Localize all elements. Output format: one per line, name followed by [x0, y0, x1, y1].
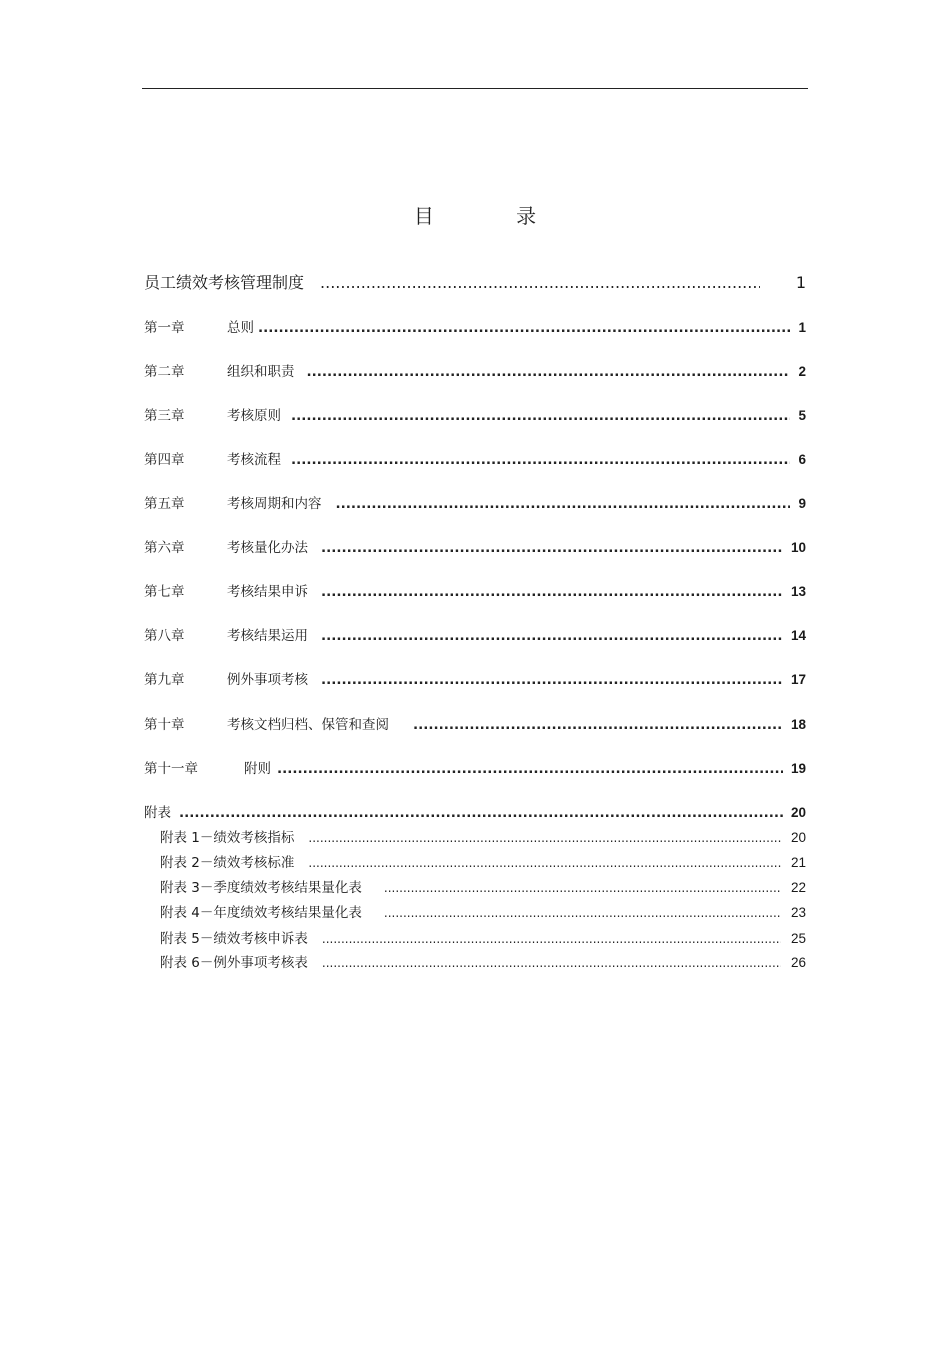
appendix-item-title: 附表 4－年度绩效考核结果量化表 [160, 905, 362, 921]
toc-chapter-row[interactable] [144, 492, 806, 512]
appendix-item-title: 附表 3－季度绩效考核结果量化表 [160, 880, 362, 896]
toc-title: 目 录 [413, 204, 575, 228]
chapter-number: 第五章 [144, 496, 185, 512]
dot-leader [413, 717, 783, 733]
dot-leader [321, 672, 783, 688]
chapter-number: 第十一章 [144, 761, 198, 777]
toc-appendix-item[interactable] [160, 826, 806, 846]
toc-page-number: 14 [790, 628, 806, 643]
dot-leader [321, 584, 783, 600]
toc-page-number: 19 [790, 761, 806, 776]
chapter-title: 考核文档归档、保管和查阅 [227, 717, 389, 733]
dot-leader [291, 452, 790, 468]
chapter-title: 考核量化办法 [227, 540, 308, 556]
toc-appendix-item[interactable] [160, 927, 806, 947]
toc-appendix-item[interactable] [160, 876, 806, 896]
toc-page-number: 21 [790, 855, 806, 870]
chapter-title: 例外事项考核 [227, 672, 308, 688]
chapter-title: 附则 [244, 761, 271, 777]
toc-page-number: 18 [790, 717, 806, 732]
chapter-number: 第三章 [144, 408, 185, 424]
dot-leader [307, 364, 791, 380]
toc-page-number: 5 [798, 408, 806, 423]
toc-page-number: 26 [790, 955, 806, 970]
chapter-title: 考核周期和内容 [227, 496, 322, 512]
toc-page-number: 23 [790, 905, 806, 920]
toc-chapter-row[interactable] [144, 757, 806, 777]
chapter-title: 组织和职责 [227, 364, 295, 380]
toc-page-number: 1 [795, 273, 806, 292]
toc-entry-name: 员工绩效考核管理制度 [144, 273, 305, 292]
toc-page-number: 17 [790, 672, 806, 687]
toc-page-number: 1 [798, 320, 806, 335]
chapter-title: 考核结果运用 [227, 628, 308, 644]
toc-chapter-row[interactable] [144, 713, 806, 733]
toc-page-number: 6 [798, 452, 806, 467]
appendix-item-title: 附表 1－绩效考核指标 [160, 830, 295, 846]
toc-appendix-row[interactable] [144, 801, 806, 821]
chapter-number: 第十章 [144, 717, 185, 733]
header-rule [142, 88, 808, 89]
toc-page-number: 10 [790, 540, 806, 555]
appendix-item-title: 附表 5－绩效考核申诉表 [160, 931, 308, 947]
dot-leader [336, 496, 791, 512]
dot-leader [321, 628, 783, 644]
chapter-title: 总则 [227, 320, 254, 336]
toc-page-number: 9 [798, 496, 806, 511]
dot-leader [322, 956, 781, 970]
chapter-number: 第六章 [144, 540, 185, 556]
toc-appendix-item[interactable] [160, 901, 806, 921]
chapter-title: 考核原则 [227, 408, 281, 424]
dot-leader [308, 831, 781, 845]
chapter-title: 考核流程 [227, 452, 281, 468]
dot-leader [320, 273, 760, 292]
dot-leader [321, 540, 783, 556]
dot-leader [322, 932, 781, 946]
chapter-number: 第一章 [144, 320, 185, 336]
toc-page-number: 25 [790, 931, 806, 946]
toc-page-number: 20 [790, 830, 806, 845]
dot-leader [384, 881, 781, 895]
toc-chapter-row[interactable] [144, 668, 806, 688]
toc-page-number: 13 [790, 584, 806, 599]
chapter-title: 考核结果申诉 [227, 584, 308, 600]
dot-leader [291, 408, 790, 424]
chapter-number: 第二章 [144, 364, 185, 380]
toc-appendix-item[interactable] [160, 851, 806, 871]
toc-main-entry[interactable] [144, 270, 806, 293]
toc-page-number: 2 [798, 364, 806, 379]
toc-chapter-row[interactable] [144, 448, 806, 468]
chapter-number: 第四章 [144, 452, 185, 468]
toc-chapter-row[interactable] [144, 360, 806, 380]
toc-chapter-row[interactable] [144, 624, 806, 644]
toc-chapter-row[interactable] [144, 404, 806, 424]
toc-page-number: 22 [790, 880, 806, 895]
chapter-number: 第八章 [144, 628, 185, 644]
toc-page-number: 20 [790, 805, 806, 820]
dot-leader [384, 906, 781, 920]
toc-chapter-row[interactable] [144, 536, 806, 556]
toc-chapter-row[interactable] [144, 580, 806, 600]
toc-appendix-item[interactable] [160, 951, 806, 971]
dot-leader [277, 761, 783, 777]
toc-chapter-row[interactable] [144, 316, 806, 336]
chapter-number: 第七章 [144, 584, 185, 600]
dot-leader [179, 805, 783, 821]
appendix-item-title: 附表 2－绩效考核标准 [160, 855, 295, 871]
chapter-number: 第九章 [144, 672, 185, 688]
dot-leader [308, 856, 781, 870]
appendix-title: 附表 [144, 805, 171, 821]
appendix-item-title: 附表 6－例外事项考核表 [160, 955, 308, 971]
dot-leader [258, 320, 790, 336]
